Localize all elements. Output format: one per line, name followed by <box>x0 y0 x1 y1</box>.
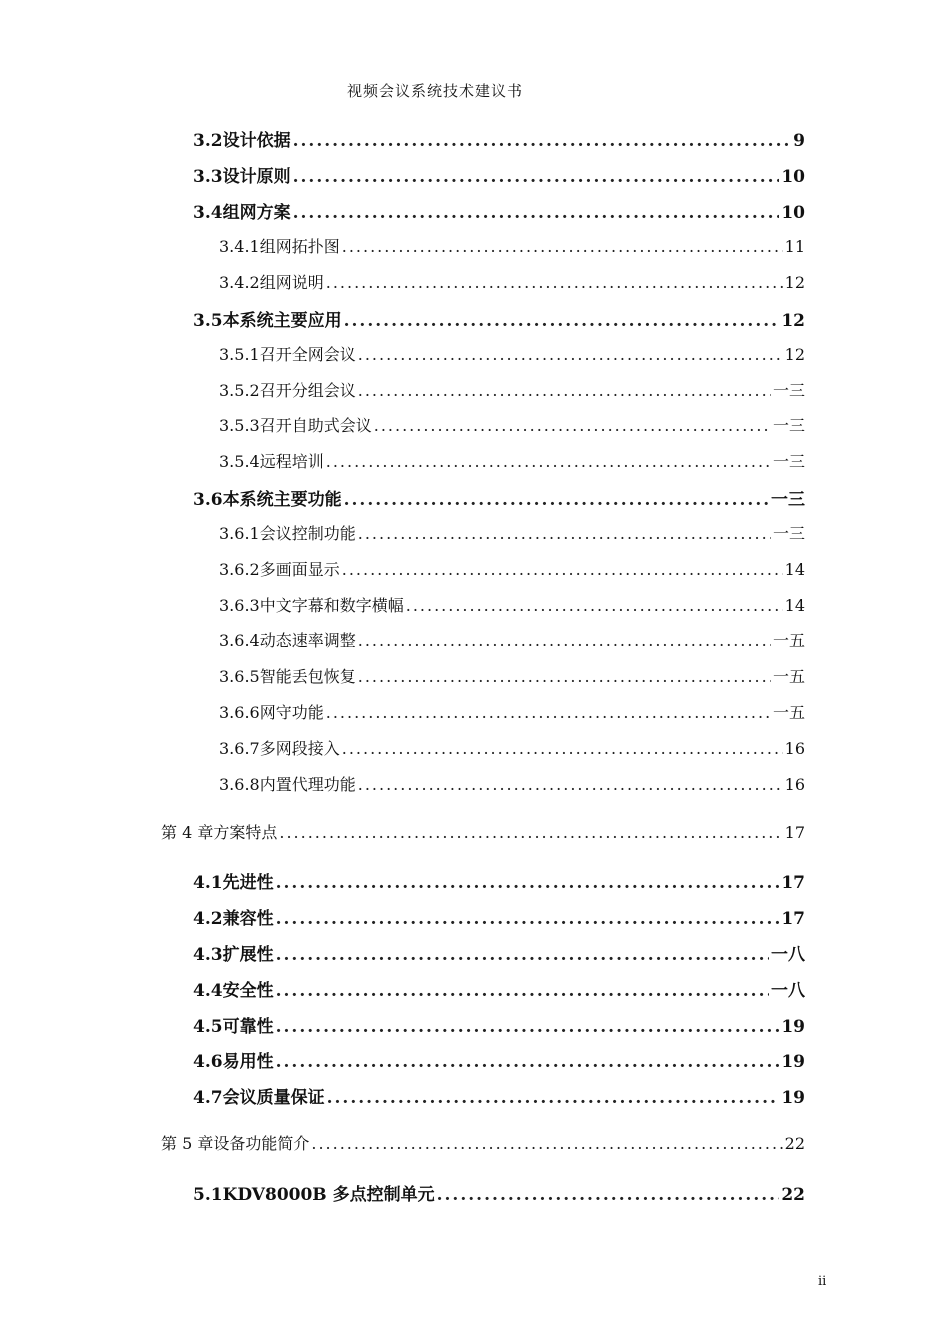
toc-entry-page: 一三 <box>772 416 805 435</box>
toc-leader-dots <box>326 273 783 292</box>
toc-entry-title: KDV8000B 多点控制单元 <box>222 1185 435 1205</box>
toc-entry[interactable] <box>193 198 805 223</box>
toc-entry-title: 多网段接入 <box>259 739 340 758</box>
toc-entry-title: 召开全网会议 <box>259 345 356 364</box>
toc-entry-page: 17 <box>784 823 805 842</box>
toc-entry-title: 设备功能简介 <box>213 1134 310 1153</box>
toc-entry-title: 召开自助式会议 <box>259 416 372 435</box>
toc-entry[interactable] <box>219 521 805 544</box>
toc-entry-number: 3.5.4 <box>219 452 260 471</box>
toc-entry-number: 4.7 <box>193 1088 223 1108</box>
toc-entry[interactable] <box>193 976 805 1001</box>
toc-entry-number: 3.6 <box>193 490 223 510</box>
toc-entry[interactable] <box>193 1083 805 1108</box>
toc-entry-number: 3.5.3 <box>219 416 260 435</box>
toc-leader-dots <box>437 1185 780 1205</box>
toc-entry[interactable] <box>219 664 805 687</box>
toc-entry-number: 3.6.3 <box>219 596 260 615</box>
toc-entry-title: 组网说明 <box>259 273 324 292</box>
toc-entry-title: 安全性 <box>222 981 274 1001</box>
toc-entry[interactable] <box>193 306 805 331</box>
toc-entry-title: 多画面显示 <box>259 560 340 579</box>
toc-entry-number: 3.5.2 <box>219 381 260 400</box>
toc-entry-number: 4.1 <box>193 873 223 893</box>
toc-entry-page: 一三 <box>772 381 805 400</box>
toc-entry-page: 一五 <box>772 703 805 722</box>
toc-entry-title: 会议质量保证 <box>222 1088 325 1108</box>
page-header: 视频会议系统技术建议书 <box>346 82 523 100</box>
toc-entry-title: 设计原则 <box>222 167 291 187</box>
toc-entry[interactable] <box>193 1047 805 1072</box>
toc-entry-page: 一八 <box>771 981 805 1001</box>
toc-entry-page: 19 <box>781 1088 805 1108</box>
toc-leader-dots <box>276 909 780 929</box>
toc-leader-dots <box>358 631 771 650</box>
toc-entry[interactable] <box>219 449 805 472</box>
toc-entry[interactable] <box>193 485 805 510</box>
toc-entry-page: 一三 <box>772 452 805 471</box>
toc-leader-dots <box>293 203 780 223</box>
toc-leader-dots <box>344 490 769 510</box>
toc-entry[interactable] <box>219 378 805 401</box>
toc-entry-title: 组网拓扑图 <box>259 237 340 256</box>
toc-entry-number: 第 5 章 <box>161 1134 214 1153</box>
toc-entry-page: 9 <box>793 131 805 151</box>
toc-entry-title: 设计依据 <box>222 131 291 151</box>
toc-leader-dots <box>326 452 771 471</box>
toc-leader-dots <box>276 981 769 1001</box>
toc-entry-title: 组网方案 <box>222 203 291 223</box>
toc-entry-number: 3.4.2 <box>219 273 260 292</box>
toc-entry-title: 中文字幕和数字横幅 <box>259 596 404 615</box>
toc-entry-title: 远程培训 <box>259 452 324 471</box>
toc-entry[interactable] <box>219 557 805 580</box>
toc-entry[interactable] <box>193 1012 805 1037</box>
toc-entry-title: 召开分组会议 <box>259 381 356 400</box>
toc-entry-title: 内置代理功能 <box>259 775 356 794</box>
toc-leader-dots <box>358 667 771 686</box>
toc-leader-dots <box>358 381 771 400</box>
toc-entry-number: 3.4.1 <box>219 237 260 256</box>
toc-leader-dots <box>374 416 771 435</box>
toc-leader-dots <box>293 131 792 151</box>
toc-entry-number: 3.2 <box>193 131 223 151</box>
toc-entry[interactable] <box>219 593 805 616</box>
toc-entry-page: 一五 <box>772 631 805 650</box>
toc-leader-dots <box>358 775 783 794</box>
toc-entry-title: 扩展性 <box>222 945 274 965</box>
toc-entry-page: 16 <box>784 775 805 794</box>
toc-entry[interactable] <box>193 162 805 187</box>
toc-entry-page: 12 <box>781 311 805 331</box>
toc-entry-page: 16 <box>784 739 805 758</box>
toc-entry-title: 易用性 <box>222 1052 274 1072</box>
toc-leader-dots <box>342 560 783 579</box>
toc-entry-number: 3.6.2 <box>219 560 260 579</box>
toc-entry-title: 会议控制功能 <box>259 524 356 543</box>
toc-leader-dots <box>358 524 771 543</box>
toc-entry[interactable] <box>193 940 805 965</box>
toc-leader-dots <box>344 311 780 331</box>
toc-entry-number: 第 4 章 <box>161 823 214 842</box>
toc-entry-page: 10 <box>781 167 805 187</box>
toc-entry-page: 12 <box>784 273 805 292</box>
toc-leader-dots <box>276 1017 780 1037</box>
toc-entry-page: 一三 <box>771 490 805 510</box>
toc-entry-page: 12 <box>784 345 805 364</box>
toc-entry-number: 3.6.6 <box>219 703 260 722</box>
toc-entry-number: 3.6.7 <box>219 739 260 758</box>
toc-leader-dots <box>311 1134 782 1153</box>
toc-entry[interactable] <box>161 1131 805 1154</box>
toc-entry[interactable] <box>219 270 805 293</box>
toc-entry-number: 3.6.5 <box>219 667 260 686</box>
toc-entry-title: 本系统主要功能 <box>222 490 342 510</box>
toc-leader-dots <box>342 739 783 758</box>
toc-entry-title: 智能丢包恢复 <box>259 667 356 686</box>
toc-entry-number: 4.2 <box>193 909 223 929</box>
toc-entry-title: 兼容性 <box>222 909 274 929</box>
toc-entry-title: 方案特点 <box>213 823 278 842</box>
toc-entry-number: 4.6 <box>193 1052 223 1072</box>
toc-entry[interactable] <box>219 772 805 795</box>
toc-entry-number: 3.4 <box>193 203 223 223</box>
toc-entry-number: 4.5 <box>193 1017 223 1037</box>
toc-entry-page: 一八 <box>771 945 805 965</box>
toc-entry[interactable] <box>219 736 805 759</box>
toc-entry[interactable] <box>193 1180 805 1205</box>
toc-entry-number: 3.3 <box>193 167 223 187</box>
toc-entry[interactable] <box>219 413 805 436</box>
toc-entry-title: 先进性 <box>222 873 274 893</box>
toc-leader-dots <box>293 167 780 187</box>
toc-entry-page: 10 <box>781 203 805 223</box>
toc-entry-page: 19 <box>781 1052 805 1072</box>
toc-entry-page: 17 <box>781 909 805 929</box>
toc-entry-number: 3.6.1 <box>219 524 260 543</box>
toc-leader-dots <box>279 823 782 842</box>
toc-leader-dots <box>358 345 783 364</box>
toc-entry-number: 3.6.4 <box>219 631 260 650</box>
toc-entry[interactable] <box>219 700 805 723</box>
toc-entry[interactable] <box>219 628 805 651</box>
toc-entry-number: 3.6.8 <box>219 775 260 794</box>
toc-entry-page: 14 <box>784 560 805 579</box>
toc-entry-title: 网守功能 <box>259 703 324 722</box>
toc-leader-dots <box>326 703 771 722</box>
toc-entry-title: 可靠性 <box>222 1017 274 1037</box>
toc-entry-number: 3.5.1 <box>219 345 260 364</box>
toc-entry[interactable] <box>193 904 805 929</box>
toc-entry-title: 本系统主要应用 <box>222 311 342 331</box>
toc-entry-number: 4.3 <box>193 945 223 965</box>
toc-entry-page: 22 <box>784 1134 805 1153</box>
page-number: ii <box>818 1274 827 1289</box>
toc-entry[interactable] <box>193 868 805 893</box>
toc-entry[interactable] <box>219 342 805 365</box>
toc-leader-dots <box>276 1052 780 1072</box>
toc-entry-number: 5.1 <box>193 1185 223 1205</box>
toc-entry-page: 19 <box>781 1017 805 1037</box>
toc-entry[interactable] <box>161 820 805 843</box>
toc-entry-page: 一三 <box>772 524 805 543</box>
toc-entry-number: 3.5 <box>193 311 223 331</box>
toc-entry-page: 一五 <box>772 667 805 686</box>
toc-entry-number: 4.4 <box>193 981 223 1001</box>
toc-entry[interactable] <box>219 234 805 257</box>
toc-entry-page: 17 <box>781 873 805 893</box>
toc-entry-page: 14 <box>784 596 805 615</box>
toc-entry-page: 11 <box>784 237 805 256</box>
toc-leader-dots <box>276 945 769 965</box>
toc-leader-dots <box>342 237 783 256</box>
toc-leader-dots <box>406 596 783 615</box>
toc-entry[interactable] <box>193 126 805 151</box>
toc-leader-dots <box>276 873 780 893</box>
toc-entry-title: 动态速率调整 <box>259 631 356 650</box>
toc-leader-dots <box>327 1088 780 1108</box>
toc-entry-page: 22 <box>781 1185 805 1205</box>
